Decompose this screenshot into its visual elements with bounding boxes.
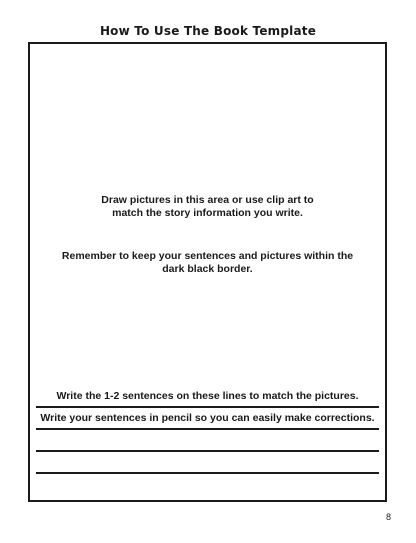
page-number: 8: [385, 512, 391, 522]
writing-line-1: [36, 406, 379, 408]
pencil-instruction: Write your sentences in pencil so you can easily make corrections.: [40, 412, 375, 424]
page-title: How To Use The Book Template: [99, 24, 317, 38]
writing-line-2: [36, 428, 379, 430]
border-instruction: Remember to keep your sentences and pictures within the dark black border.: [61, 250, 354, 275]
writing-lines-instruction: Write the 1-2 sentences on these lines to match the pictures.: [56, 390, 359, 402]
template-frame: [28, 42, 387, 502]
writing-line-4: [36, 472, 379, 474]
picture-area-instruction: Draw pictures in this area or use clip art to match the story information you write.: [101, 194, 314, 219]
writing-line-3: [36, 450, 379, 452]
